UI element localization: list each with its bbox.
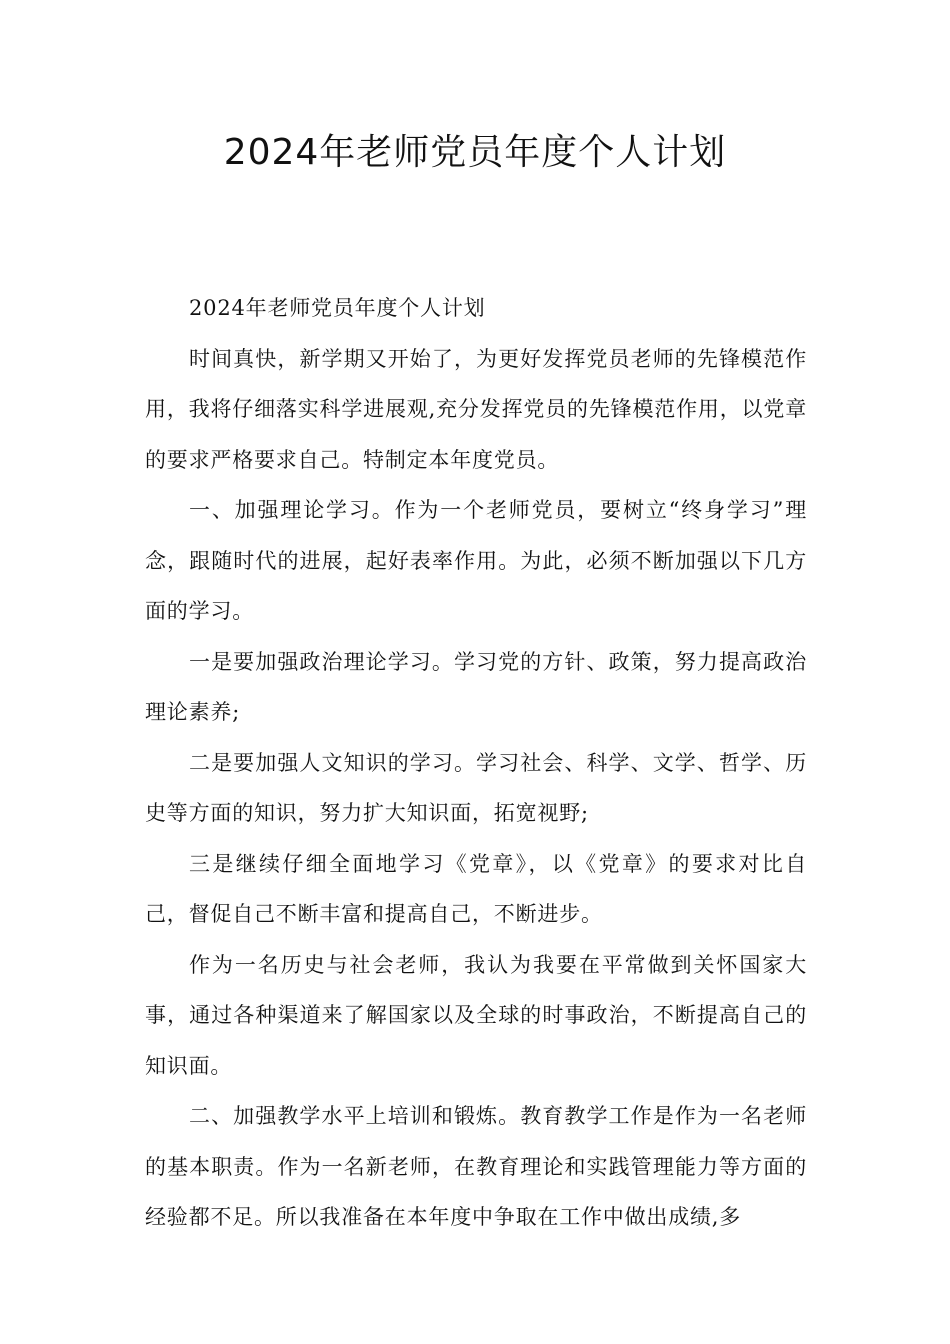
paragraph-item-3: 三是继续仔细全面地学习《党章》，以《党章》的要求对比自己，督促自己不断丰富和提高自己，不断进步。 — [145, 851, 807, 926]
paragraph-item-2: 二是要加强人文知识的学习。学习社会、科学、文学、哲学、历史等方面的知识，努力扩大知识面，拓宽视野; — [145, 750, 807, 825]
document-body — [145, 283, 807, 1243]
document-title: 2024年老师党员年度个人计划 — [223, 132, 727, 173]
paragraph-intro: 时间真快，新学期又开始了，为更好发挥党员老师的先锋模范作用，我将仔细落实科学进展观,充分发挥党员的先锋模范作用，以党章的要求严格要求自己。特制定本年度党员。 — [145, 346, 807, 472]
paragraph-section-1: 一、加强理论学习。作为一个老师党员，要树立“终身学习”理念，跟随时代的进展，起好表率作用。为此，必须不断加强以下几方面的学习。 — [145, 498, 807, 623]
paragraph-history-teacher: 作为一名历史与社会老师，我认为我要在平常做到关怀国家大事，通过各种渠道来了解国家以及全球的时事政治，不断提高自己的知识面。 — [145, 952, 807, 1078]
paragraph-subtitle: 2024年老师党员年度个人计划 — [189, 296, 486, 320]
paragraph-section-2: 二、加强教学水平上培训和锻炼。教育教学工作是作为一名老师的基本职责。作为一名新老师，在教育理论和实践管理能力等方面的经验都不足。所以我准备在本年度中争取在工作中做出成绩,多 — [145, 1104, 807, 1229]
paragraph-item-1: 一是要加强政治理论学习。学习党的方针、政策，努力提高政治理论素养; — [145, 649, 807, 724]
